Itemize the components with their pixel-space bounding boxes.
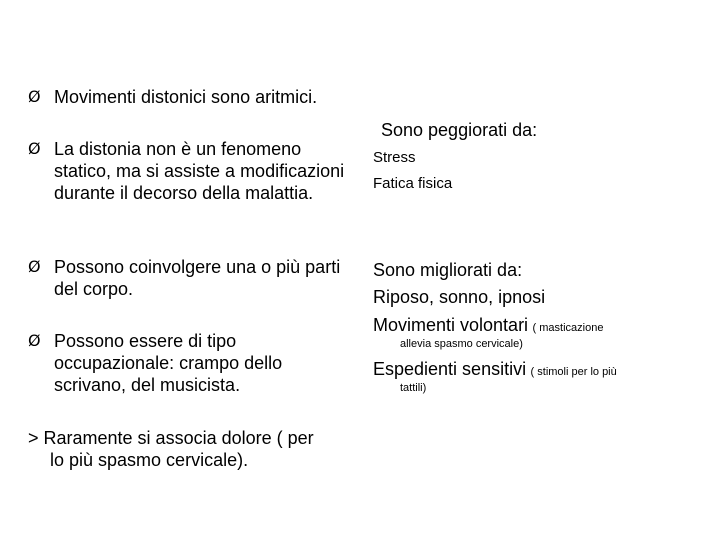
bullet-text: Movimenti distonici sono aritmici.	[54, 87, 318, 107]
arrow-bullet-icon: Ø	[28, 331, 41, 350]
improved-item-movimenti-note-cont: allevia spasmo cervicale)	[400, 338, 523, 350]
note-dolore	[28, 427, 368, 471]
worsened-item-stress: Stress	[373, 149, 416, 166]
improved-item-movimenti	[373, 315, 603, 336]
bullet-parti-corpo	[28, 256, 353, 300]
improved-item-espedienti-text: Espedienti sensitivi	[373, 359, 527, 379]
improved-item-riposo: Riposo, sonno, ipnosi	[373, 287, 546, 307]
bullet-aritmici	[28, 86, 358, 108]
improved-item-movimenti-text: Movimenti volontari	[373, 315, 529, 335]
bullet-text: Possono essere di tipo occupazionale: crampo dello scrivano, del musicista.	[54, 331, 283, 395]
arrow-bullet-icon: Ø	[28, 87, 41, 106]
improved-item-espedienti	[373, 359, 617, 380]
note-line-1: > Raramente si associa dolore ( per	[28, 428, 314, 448]
improved-item-movimenti-note: ( masticazione	[532, 322, 604, 334]
improved-item-espedienti-note: ( stimoli per lo più	[530, 366, 617, 378]
bullet-text: La distonia non è un fenomeno statico, ma si assiste a modificazioni durante il decorso della malattia.	[54, 139, 345, 203]
note-line-2: lo più spasmo cervicale).	[50, 450, 249, 470]
improved-title: Sono migliorati da:	[373, 260, 523, 280]
bullet-occupazionale	[28, 330, 353, 396]
worsened-title: Sono peggiorati da:	[381, 120, 538, 140]
bullet-distonia-decorso	[28, 138, 353, 204]
worsened-item-fatica: Fatica fisica	[373, 175, 453, 192]
improved-item-espedienti-note-cont: tattili)	[400, 382, 427, 394]
bullet-text: Possono coinvolgere una o più parti del corpo.	[54, 257, 341, 299]
arrow-bullet-icon: Ø	[28, 257, 41, 276]
arrow-bullet-icon: Ø	[28, 139, 41, 158]
